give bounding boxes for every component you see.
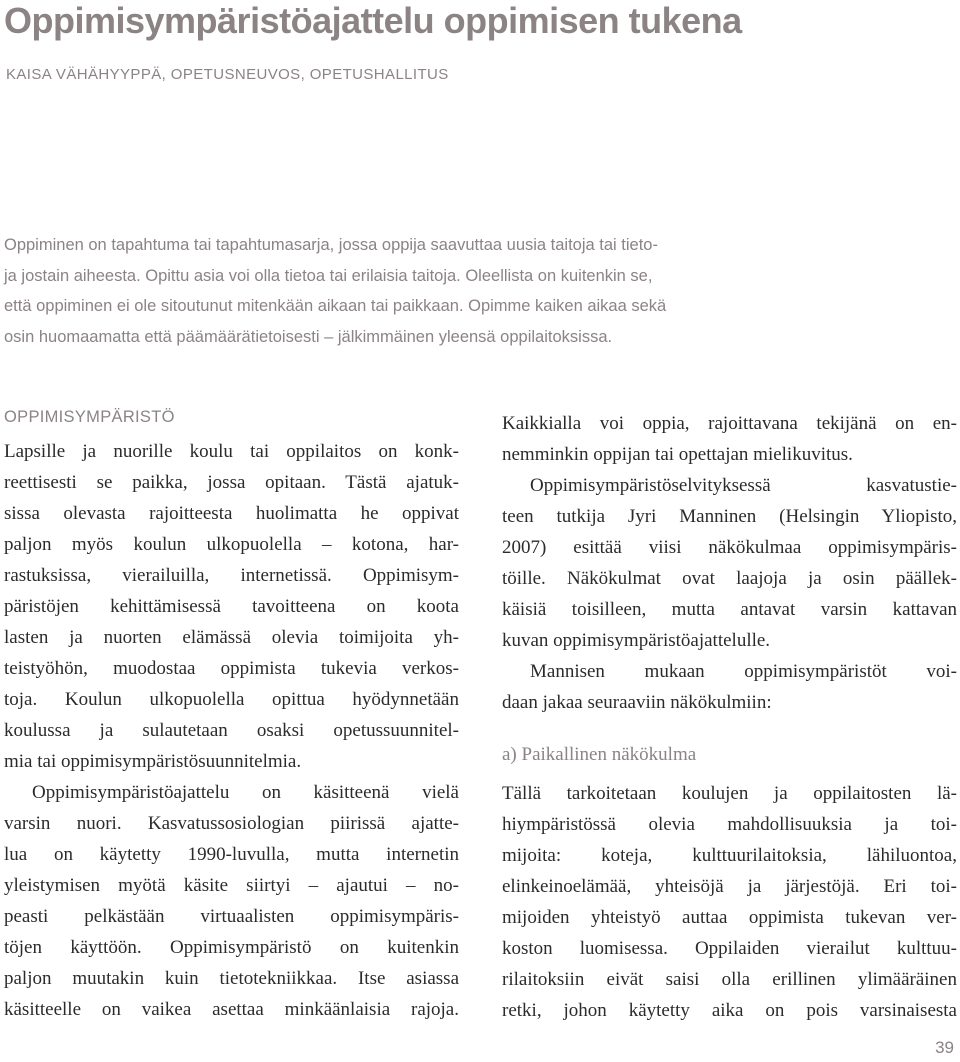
text-line: mia tai oppimisympäristösuunnitelmia. bbox=[4, 751, 302, 772]
text-line: Kaikkialla voi oppia, rajoittavana tekijänä on en- bbox=[502, 413, 957, 434]
text-line: sissa olevasta rajoitteesta huolimatta he oppivat bbox=[4, 503, 459, 524]
left-column bbox=[4, 404, 459, 1025]
text-line: käsitteelle on vaikea asettaa minkäänlaisia rajoja. bbox=[4, 999, 459, 1020]
text-line: elinkeinoelämää, yhteisöjä ja järjestöjä. Eri toi- bbox=[502, 876, 957, 897]
text-line: lua on käytetty 1990-luvulla, mutta internetin bbox=[4, 844, 459, 865]
paragraph bbox=[4, 436, 459, 777]
text-line: kuvan oppimisympäristöajattelulle. bbox=[502, 630, 771, 651]
text-line: nemminkin oppijan tai opettajan mielikuvitus. bbox=[502, 444, 853, 465]
text-line: paljon muutakin kuin tietotekniikkaa. Itse asiassa bbox=[4, 968, 459, 989]
text-line: käisiä toisilleen, mutta antavat varsin kattavan bbox=[502, 599, 957, 620]
text-line: reettisesti se paikka, jossa opitaan. Tästä ajatuk- bbox=[4, 472, 459, 493]
text-line: Oppimisympäristöselvityksessä kasvatustie- bbox=[530, 475, 957, 496]
ingress-line: ja jostain aiheesta. Opittu asia voi olla tietoa tai erilaisia taitoja. Oleellista on kuitenkin se, bbox=[4, 266, 653, 285]
text-line: mijoita: koteja, kulttuurilaitoksia, lähiluontoa, bbox=[502, 845, 957, 866]
paragraph bbox=[4, 777, 459, 1025]
right-column bbox=[502, 408, 957, 1026]
text-line: koulussa ja sulautetaan osaksi opetussuunnitel- bbox=[4, 720, 459, 741]
text-line: mijoiden yhteistyö auttaa oppimista tukevan ver- bbox=[502, 907, 957, 928]
text-line: teistyöhön, muodostaa oppimista tukevia verkos- bbox=[4, 658, 459, 679]
page-number: 39 bbox=[935, 1038, 954, 1057]
text-line: paljon myös koulun ulkopuolella – kotona, har- bbox=[4, 534, 459, 555]
ingress-line: Oppiminen on tapahtuma tai tapahtumasarja, jossa oppija saavuttaa uusia taitoja tai tieto- bbox=[4, 236, 658, 254]
text-line: töille. Näkökulmat ovat laajoja ja osin päällek- bbox=[502, 568, 957, 589]
paragraph bbox=[502, 408, 957, 470]
text-line: Lapsille ja nuorille koulu tai oppilaitos on konk- bbox=[4, 441, 459, 462]
text-line: lasten ja nuorten elämässä olevia toimijoita yh- bbox=[4, 627, 459, 648]
text-line: rastuksissa, vierailuilla, internetissä. Oppimisym- bbox=[4, 565, 459, 586]
ingress-line: että oppiminen ei ole sitoutunut mitenkään aikaan tai paikkaan. Opimme kaiken aikaa sekä bbox=[4, 297, 667, 315]
article-ingress bbox=[4, 230, 804, 352]
paragraph bbox=[502, 778, 957, 1026]
text-line: retki, johon käytetty aika on pois varsinaisesta bbox=[502, 1000, 957, 1021]
subheading: a) Paikallinen näkökulma bbox=[502, 744, 697, 765]
section-heading: OPPIMISYMPÄRISTÖ bbox=[4, 408, 175, 426]
text-line: toja. Koulun ulkopuolella opittua hyödynnetään bbox=[4, 689, 459, 710]
text-line: hiympäristössä olevia mahdollisuuksia ja toi- bbox=[502, 814, 957, 835]
text-line: varsin nuori. Kasvatussosiologian piirissä ajatte- bbox=[4, 813, 459, 834]
ingress-line: osin huomaamatta että päämäärätietoisesti – jälkimmäinen yleensä oppilaitoksissa. bbox=[4, 327, 613, 346]
text-line: 2007) esittää viisi näkökulmaa oppimisympäris- bbox=[502, 537, 957, 558]
text-line: daan jakaa seuraaviin näkökulmiin: bbox=[502, 692, 772, 713]
text-line: päristöjen kehittämisessä tavoitteena on koota bbox=[4, 596, 459, 617]
paragraph bbox=[502, 470, 957, 656]
text-line: Mannisen mukaan oppimisympäristöt voi- bbox=[530, 661, 957, 682]
text-line: töjen käyttöön. Oppimisympäristö on kuitenkin bbox=[4, 937, 459, 958]
text-line: yleistymisen myötä käsite siirtyi – ajautui – no- bbox=[4, 875, 459, 896]
text-line: Oppimisympäristöajattelu on käsitteenä vielä bbox=[32, 782, 459, 803]
text-line: teen tutkija Jyri Manninen (Helsingin Yliopisto, bbox=[502, 506, 957, 527]
text-line: Tällä tarkoitetaan koulujen ja oppilaitosten lä- bbox=[502, 783, 957, 804]
paragraph bbox=[502, 656, 957, 718]
text-line: koston luomisessa. Oppilaiden vierailut kulttuu- bbox=[502, 938, 957, 959]
article-author: KAISA VÄHÄHYYPPÄ, OPETUSNEUVOS, OPETUSHALLITUS bbox=[6, 66, 449, 83]
text-line: rilaitoksiin eivät saisi olla erillinen ylimääräinen bbox=[502, 969, 957, 990]
article-title: Oppimisympäristöajattelu oppimisen tukena bbox=[4, 0, 742, 41]
text-line: peasti pelkästään virtuaalisten oppimisympäris- bbox=[4, 906, 459, 927]
